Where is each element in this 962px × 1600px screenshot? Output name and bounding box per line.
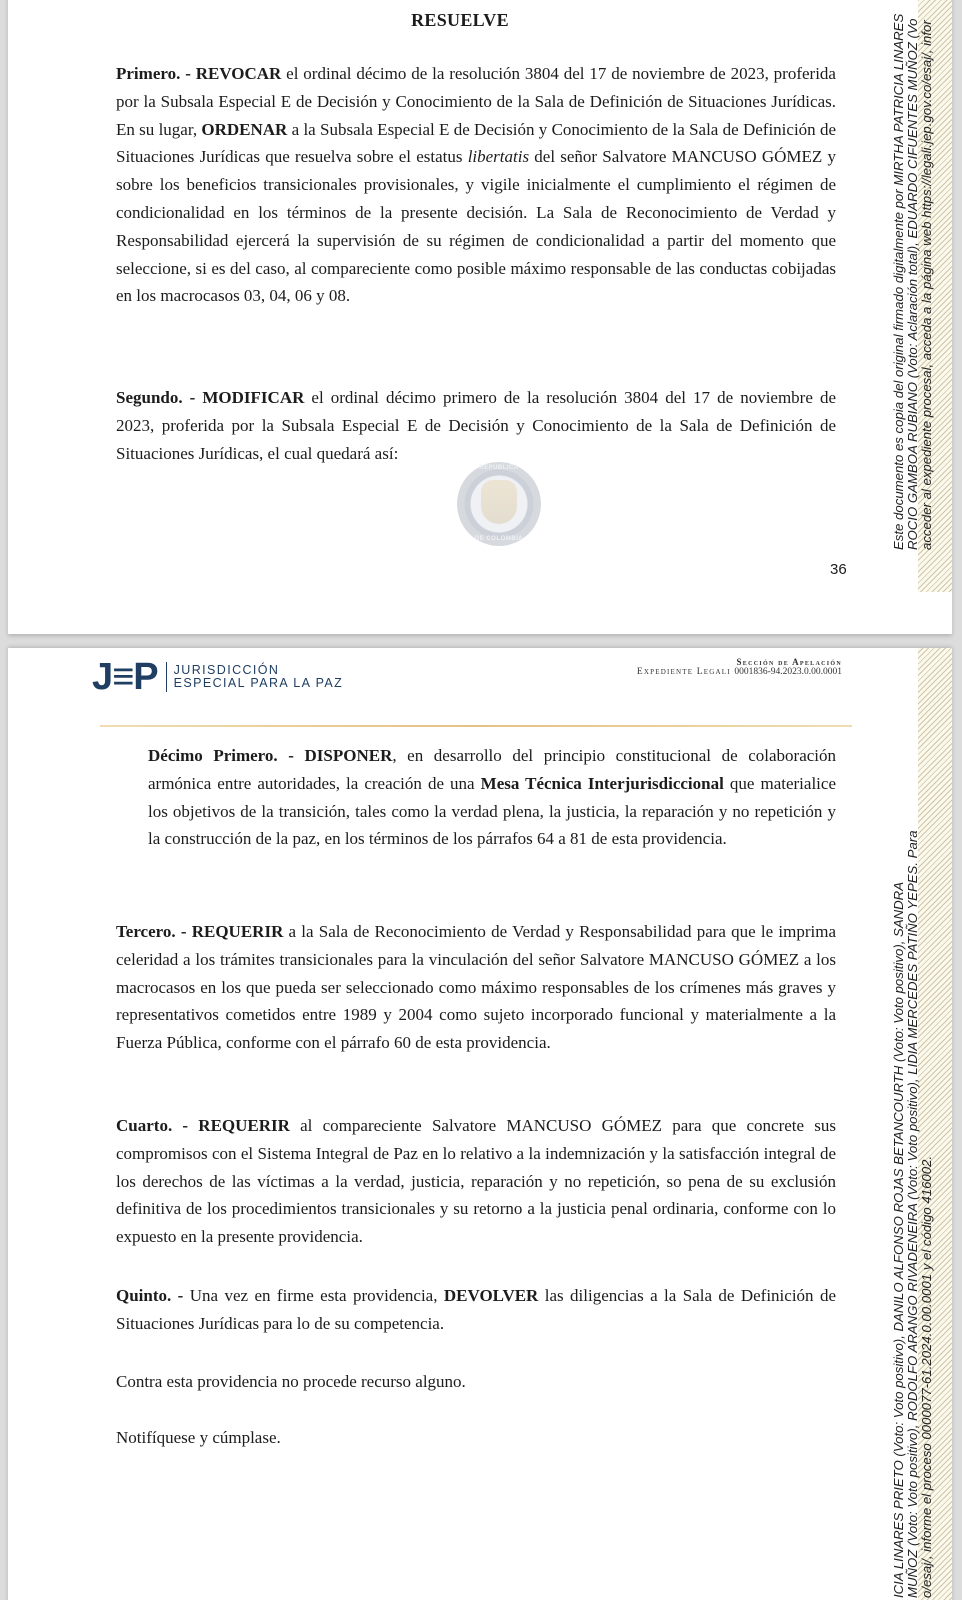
ordinal-primero: Primero. - REVOCAR el ordinal décimo de la resolución 3804 del 17 de noviembre de 2023, proferida por la Subsala Especial E de Decisión y Conocimiento de la Sala de Definición de Situaciones Jurídicas. En su lugar, ORDENAR a la Subsala Especial E de Decisión y Conocimiento de la Sala de Definición de Situaciones Jurídicas que resuelva sobre el estatus libertatis del señor Salvatore MANCUSO GÓMEZ y sobre los beneficios transicionales provisionales, y vigile inicialmente el cumplimiento el régimen de condicionalidad en los términos de la presente decisión. La Sala de Reconocimiento de Verdad y Responsabilidad ejercerá la supervisión de su régimen de condicionalidad a partir del momento que seleccione, si es del caso, al compareciente como posible máximo responsable de las conductas cobijadas en los macrocasos 03, 04, 06 y 08. [116,64,836,306]
logo-line-2: ESPECIAL PARA LA PAZ [173,676,344,690]
ordinal-quinto: Quinto. - Una vez en firme esta providencia, DEVOLVER las diligencias a la Sala de Definición de Situaciones Jurídicas para lo de su competencia. [116,1286,836,1333]
page-number: 36 [830,561,847,578]
jep-logo [92,656,344,698]
digital-signature-line-2: ROCIO GAMBOA RUBIANO (Voto: Aclaración total), EDUARDO CIFUENTES MUÑOZ (Vo [905,18,920,550]
colombia-seal-watermark: REPUBLICA DE COLOMBIA [457,462,541,546]
expediente-label: Expediente Legali [636,667,735,677]
ordinal-cuarto: Cuarto. - REQUERIR al compareciente Salvatore MANCUSO GÓMEZ para que concrete sus compromisos con el Sistema Integral de Paz en lo relativo a la indemnización y la satisfacción integral de los derechos de las víctimas a la verdad, justicia, reparación y no repetición, so pena de su exclusión definitiva de los procedimientos transicionales y su retorno a la justicia penal ordinaria, conforme con lo expuesto en la presente providencia. [116,1116,836,1247]
digital-signature-line-2: MUÑOZ (Voto: Voto positivo), RODOLFO ARANGO RIVADENEIRA (Voto: Voto positivo), LIDIA MERCEDES PATIÑO YEPES. Para [905,830,920,1598]
logo-divider [166,662,167,692]
digital-signature-line-1: ICIA LINARES PRIETO (Voto: Voto positivo), DANILO ALFONSO ROJAS BETANCOURTH (Voto: Voto positivo), SANDRA [891,882,906,1598]
ordinal-verb-2: ORDENAR [201,119,288,139]
document-page-37 [8,648,952,1600]
ordinal-decimo-primero: Décimo Primero. - DISPONER, en desarrollo del principio constitucional de colaboración armónica entre autoridades, la creación de una Mesa Técnica Interjurisdiccional que materialice los objetivos de la transición, tales como la verdad plena, la justicia, la reparación y no repetición y la construcción de la paz, en los términos de los párrafos 64 a 81 de esta providencia. [148,746,837,849]
logo-line-1: JURISDICCIÓN [173,663,280,677]
digital-signature-line-3: acceder al expediente procesal, acceda a la página web https://legali.jep.gov.co/esaj/, infor [919,20,934,550]
digital-signature-line-3: o/esaj/, informe el proceso 0000077-61.2024.0.00.0001 y el código 416002. [919,1155,934,1598]
ordinal-label: Primero. - [116,64,196,83]
notification-statement: Notifíquese y cúmplase. [116,1428,281,1447]
ordinal-verb: MODIFICAR [202,388,305,407]
ordinal-verb: REVOCAR [195,64,282,83]
ordinal-segundo: Segundo. - MODIFICAR el ordinal décimo primero de la resolución 3804 del 17 de noviembre de 2023, proferida por la Subsala Especial E de Decisión y Conocimiento de la Sala de Definición de Situaciones Jurídicas, el cual quedará así: [116,388,836,463]
italic-term: libertatis [467,147,530,167]
ordinal-tercero: Tercero. - REQUERIR a la Sala de Reconocimiento de Verdad y Responsabilidad para que le imprima celeridad a los trámites transicionales para la vinculación del señor Salvatore MANCUSO GÓMEZ a los macrocasos en los que pueda ser seleccionado como máximo responsables de los crímenes más graves y representativos cometidos entre 1989 y 2004 como sujeto incorporado funcional y materialmente a la Fuerza Pública, conforme con el párrafo 60 de esta providencia. [116,922,836,1053]
coat-of-arms-icon [481,480,517,524]
digital-signature-line-1: Este documento es copia del original firmado digitalmente por MIRTHA PATRICIA LINARES [891,13,906,550]
closing-statement: Contra esta providencia no procede recurso alguno. [116,1372,466,1391]
ordinal-label: Segundo. - [116,388,203,407]
section-title: Sección de Apelación [736,657,842,667]
header-case-info [637,657,842,677]
section-heading: RESUELVE [411,10,509,30]
document-page-36 [8,0,952,634]
header-divider [100,725,852,727]
expediente-number: 0001836-94.2023.0.00.0001 [734,667,842,677]
jep-logo-mark: J≡P [92,656,158,698]
